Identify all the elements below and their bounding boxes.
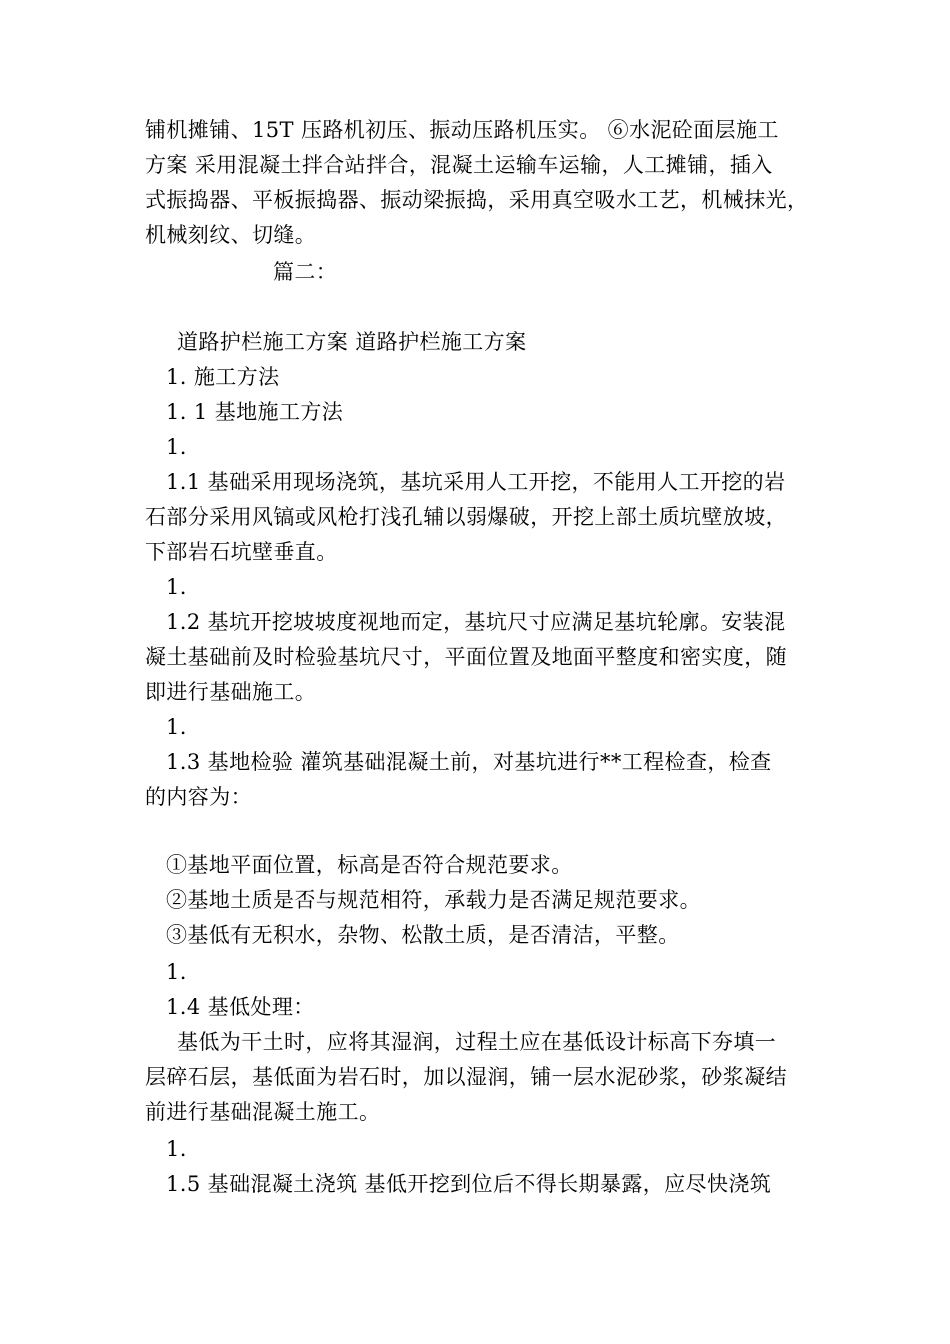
section-heading: 1. 施工方法: [166, 365, 280, 389]
text-line: 下部岩石坑壁垂直。: [145, 540, 338, 564]
section-heading: 篇二：: [273, 260, 338, 284]
text-line: 的内容为：: [145, 785, 252, 809]
text-line: 1.3 基地检验 灌筑基础混凝土前，对基坑进行**工程检查，检查: [166, 750, 772, 774]
text-line: 1.4 基低处理：: [166, 995, 315, 1019]
text-line: 方案 采用混凝土拌合站拌合，混凝土运输车运输，人工摊铺，插入: [145, 153, 773, 177]
document-title: 道路护栏施工方案 道路护栏施工方案: [177, 330, 527, 354]
text-line: 基低为干土时，应将其湿润，过程土应在基低设计标高下夯填一: [177, 1030, 777, 1054]
text-line: 1.: [166, 435, 187, 459]
text-line: 1.2 基坑开挖坡坡度视地而定，基坑尺寸应满足基坑轮廓。安装混: [166, 610, 786, 634]
text-line: 式振捣器、平板振捣器、振动梁振捣，采用真空吸水工艺，机械抹光，: [145, 188, 809, 212]
text-line: 前进行基础混凝土施工。: [145, 1100, 381, 1124]
text-line: 铺机摊铺、15T 压路机初压、振动压路机压实。 ⑥水泥砼面层施工: [145, 118, 779, 142]
text-line: 1.: [166, 960, 187, 984]
list-item: ①基地平面位置，标高是否符合规范要求。: [166, 853, 573, 877]
text-line: 层碎石层，基低面为岩石时，加以湿润，铺一层水泥砂浆，砂浆凝结: [145, 1065, 787, 1089]
text-line: 石部分采用风镐或风枪打浅孔辅以弱爆破，开挖上部土质坑壁放坡，: [145, 505, 787, 529]
text-line: 1.: [166, 1137, 187, 1161]
text-line: 1.: [166, 715, 187, 739]
list-item: ②基地土质是否与规范相符，承载力是否满足规范要求。: [166, 888, 701, 912]
text-line: 即进行基础施工。: [145, 680, 317, 704]
text-line: 1.1 基础采用现场浇筑，基坑采用人工开挖，不能用人工开挖的岩: [166, 470, 786, 494]
section-heading: 1. 1 基地施工方法: [166, 400, 344, 424]
text-line: 1.5 基础混凝土浇筑 基低开挖到位后不得长期暴露，应尽快浇筑: [166, 1172, 772, 1196]
text-line: 机械刻纹、切缝。: [145, 223, 317, 247]
text-line: 凝土基础前及时检验基坑尺寸，平面位置及地面平整度和密实度，随: [145, 645, 787, 669]
text-line: 1.: [166, 575, 187, 599]
list-item: ③基低有无积水，杂物、松散土质，是否清洁，平整。: [166, 923, 680, 947]
